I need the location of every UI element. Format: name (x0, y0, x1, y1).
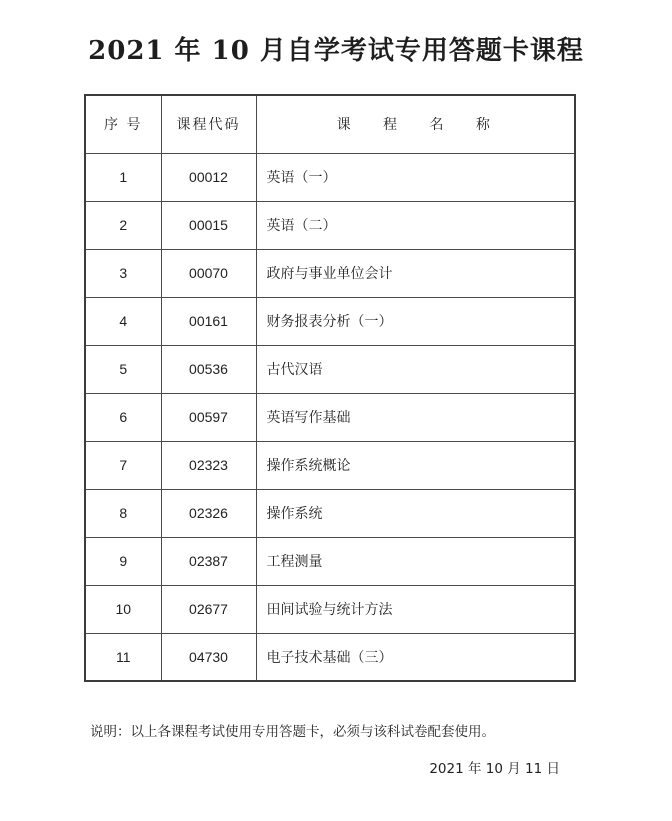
row-course-name: 田间试验与统计方法 (256, 585, 575, 633)
row-course-name: 操作系统 (256, 489, 575, 537)
row-seq: 8 (85, 489, 161, 537)
row-course-name: 英语（二） (256, 201, 575, 249)
row-seq: 3 (85, 249, 161, 297)
row-course-code: 00070 (161, 249, 256, 297)
row-seq: 2 (85, 201, 161, 249)
table-row (85, 585, 575, 633)
row-seq: 11 (85, 633, 161, 681)
row-seq: 4 (85, 297, 161, 345)
row-seq: 5 (85, 345, 161, 393)
row-course-code: 00012 (161, 153, 256, 201)
row-course-code: 04730 (161, 633, 256, 681)
table-row (85, 633, 575, 681)
table-row (85, 201, 575, 249)
row-course-code: 00536 (161, 345, 256, 393)
row-seq: 10 (85, 585, 161, 633)
table-row (85, 153, 575, 201)
header-course-name: 课 程 名 称 (256, 95, 575, 153)
row-course-name: 政府与事业单位会计 (256, 249, 575, 297)
table-row (85, 537, 575, 585)
row-course-code: 02323 (161, 441, 256, 489)
header-course-code: 课程代码 (161, 95, 256, 153)
table-header-row (85, 95, 575, 153)
row-course-name: 英语写作基础 (256, 393, 575, 441)
row-course-name: 操作系统概论 (256, 441, 575, 489)
row-seq: 9 (85, 537, 161, 585)
row-course-code: 02326 (161, 489, 256, 537)
row-course-code: 00015 (161, 201, 256, 249)
course-table (84, 94, 576, 682)
table-row (85, 249, 575, 297)
row-course-name: 电子技术基础（三） (256, 633, 575, 681)
row-seq: 6 (85, 393, 161, 441)
row-seq: 1 (85, 153, 161, 201)
table-row (85, 441, 575, 489)
row-course-code: 02677 (161, 585, 256, 633)
row-course-code: 02387 (161, 537, 256, 585)
row-course-code: 00597 (161, 393, 256, 441)
row-course-code: 00161 (161, 297, 256, 345)
table-row (85, 393, 575, 441)
table-row (85, 489, 575, 537)
document-title: 2021 年 10 月自学考试专用答题卡课程 (88, 36, 584, 66)
row-course-name: 工程测量 (256, 537, 575, 585)
row-course-name: 古代汉语 (256, 345, 575, 393)
table-row (85, 297, 575, 345)
row-course-name: 财务报表分析（一） (256, 297, 575, 345)
row-course-name: 英语（一） (256, 153, 575, 201)
usage-note: 说明：以上各课程考试使用专用答题卡，必须与该科试卷配套使用。 (90, 724, 495, 740)
header-seq: 序 号 (85, 95, 161, 153)
table-row (85, 345, 575, 393)
row-seq: 7 (85, 441, 161, 489)
document-date: 2021 年 10 月 11 日 (429, 761, 560, 777)
